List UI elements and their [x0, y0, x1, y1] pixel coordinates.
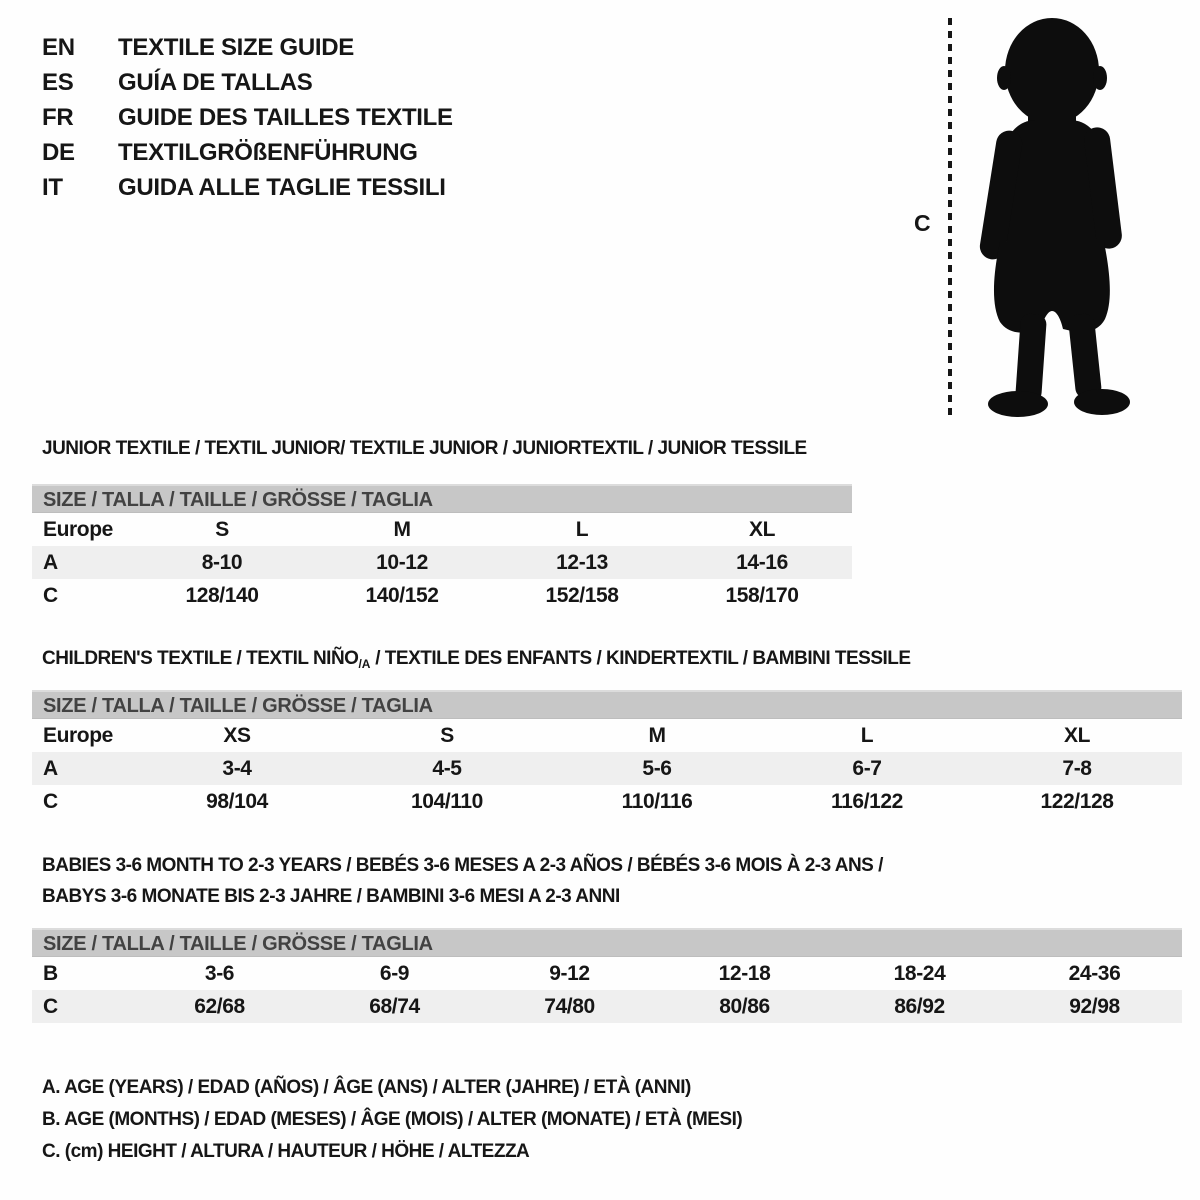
- lang-title: TEXTILGRÖßENFÜHRUNG: [118, 139, 418, 166]
- legend-line-c: C. (cm) HEIGHT / ALTURA / HAUTEUR / HÖHE / ALTEZZA: [42, 1141, 530, 1162]
- lang-code: IT: [42, 174, 63, 201]
- lang-code: DE: [42, 139, 75, 166]
- cell: 6-9: [379, 961, 410, 985]
- legend-line-a: A. AGE (YEARS) / EDAD (AÑOS) / ÂGE (ANS) / ALTER (JAHRE) / ETÀ (ANNI): [42, 1077, 691, 1098]
- table-row-height: [32, 785, 1182, 818]
- table-row-europe: [32, 513, 852, 546]
- cell: 5-6: [642, 756, 672, 780]
- lang-row-de: [42, 141, 453, 176]
- babies-size-table: [32, 928, 1182, 1023]
- cell: 62/68: [194, 994, 245, 1018]
- cell: 104/110: [411, 789, 483, 813]
- children-section-title: [42, 643, 911, 680]
- language-header: [42, 36, 453, 211]
- height-measure-label: C: [914, 210, 931, 236]
- cell: 12-18: [718, 961, 771, 985]
- lang-code: EN: [42, 34, 75, 61]
- cell: 4-5: [432, 756, 462, 780]
- cell: M: [393, 517, 411, 541]
- measure-legend: [42, 1072, 742, 1168]
- cell: 98/104: [206, 789, 268, 813]
- cell: 18-24: [893, 961, 946, 985]
- table-row-months: [32, 957, 1182, 990]
- cell: 74/80: [544, 994, 595, 1018]
- cell: 86/92: [894, 994, 945, 1018]
- title-subscript: /A: [358, 657, 371, 671]
- cell: XL: [748, 517, 776, 541]
- table-row-height: [32, 579, 852, 612]
- cell: XL: [1063, 723, 1091, 747]
- size-header-bar: SIZE / TALLA / TAILLE / GRÖSSE / TAGLIA: [32, 484, 852, 513]
- lang-row-en: [42, 36, 453, 71]
- cell: L: [860, 723, 874, 747]
- cell: 8-10: [201, 550, 243, 574]
- cell: 80/86: [719, 994, 770, 1018]
- cell: 9-12: [549, 961, 590, 985]
- cell: L: [575, 517, 589, 541]
- legend-line-b: B. AGE (MONTHS) / EDAD (MESES) / ÂGE (MOIS) / ALTER (MONATE) / ETÀ (MESI): [42, 1109, 743, 1130]
- height-dashed-line: [948, 18, 952, 416]
- lang-row-fr: [42, 106, 453, 141]
- title-part: / TEXTILE DES ENFANTS / KINDERTEXTIL / BAMBINI TESSILE: [370, 648, 911, 669]
- children-size-table: [32, 690, 1182, 818]
- table-row-age: [32, 752, 1182, 785]
- junior-size-table: [32, 484, 852, 612]
- row-label: A: [43, 756, 58, 780]
- babies-section-title: [42, 850, 883, 912]
- cell: S: [215, 517, 229, 541]
- toddler-silhouette-image: [966, 14, 1136, 419]
- lang-title: GUÍA DE TALLAS: [118, 69, 313, 96]
- lang-row-it: [42, 176, 453, 211]
- cell: 6-7: [852, 756, 882, 780]
- row-label: C: [43, 994, 58, 1018]
- size-header-bar: SIZE / TALLA / TAILLE / GRÖSSE / TAGLIA: [32, 928, 1182, 957]
- row-label: C: [43, 789, 58, 813]
- cell: 3-4: [222, 756, 252, 780]
- lang-title: GUIDA ALLE TAGLIE TESSILI: [118, 174, 446, 201]
- title-line: BABYS 3-6 MONATE BIS 2-3 JAHRE / BAMBINI 3-6 MESI A 2-3 ANNI: [42, 886, 620, 907]
- lang-title: TEXTILE SIZE GUIDE: [118, 34, 354, 61]
- cell: M: [648, 723, 666, 747]
- table-row-age: [32, 546, 852, 579]
- cell: S: [440, 723, 454, 747]
- row-label: Europe: [43, 723, 113, 747]
- lang-code: ES: [42, 69, 74, 96]
- table-row-europe: [32, 719, 1182, 752]
- lang-row-es: [42, 71, 453, 106]
- cell: 152/158: [545, 583, 619, 607]
- cell: 12-13: [556, 550, 608, 574]
- cell: 110/116: [621, 789, 693, 813]
- size-header-bar: SIZE / TALLA / TAILLE / GRÖSSE / TAGLIA: [32, 690, 1182, 719]
- lang-code: FR: [42, 104, 74, 131]
- cell: 92/98: [1069, 994, 1120, 1018]
- cell: 3-6: [204, 961, 235, 985]
- row-label: A: [43, 550, 58, 574]
- cell: 68/74: [369, 994, 420, 1018]
- title-line: BABIES 3-6 MONTH TO 2-3 YEARS / BEBÉS 3-6 MESES A 2-3 AÑOS / BÉBÉS 3-6 MOIS À 2-3 ANS /: [42, 855, 883, 876]
- cell: 116/122: [831, 789, 903, 813]
- cell: 158/170: [725, 583, 799, 607]
- cell: 128/140: [185, 583, 259, 607]
- cell: 122/128: [1040, 789, 1114, 813]
- cell: 10-12: [376, 550, 428, 574]
- row-label: B: [43, 961, 58, 985]
- cell: 14-16: [736, 550, 788, 574]
- cell: XS: [223, 723, 251, 747]
- cell: 24-36: [1068, 961, 1121, 985]
- title-part: CHILDREN'S TEXTILE / TEXTIL NIÑO: [42, 648, 359, 669]
- table-row-height: [32, 990, 1182, 1023]
- cell: 140/152: [365, 583, 439, 607]
- junior-section-title: JUNIOR TEXTILE / TEXTIL JUNIOR/ TEXTILE JUNIOR / JUNIORTEXTIL / JUNIOR TESSILE: [42, 438, 807, 459]
- lang-title: GUIDE DES TAILLES TEXTILE: [118, 104, 453, 131]
- cell: 7-8: [1062, 756, 1092, 780]
- row-label: C: [43, 583, 58, 607]
- row-label: Europe: [43, 517, 113, 541]
